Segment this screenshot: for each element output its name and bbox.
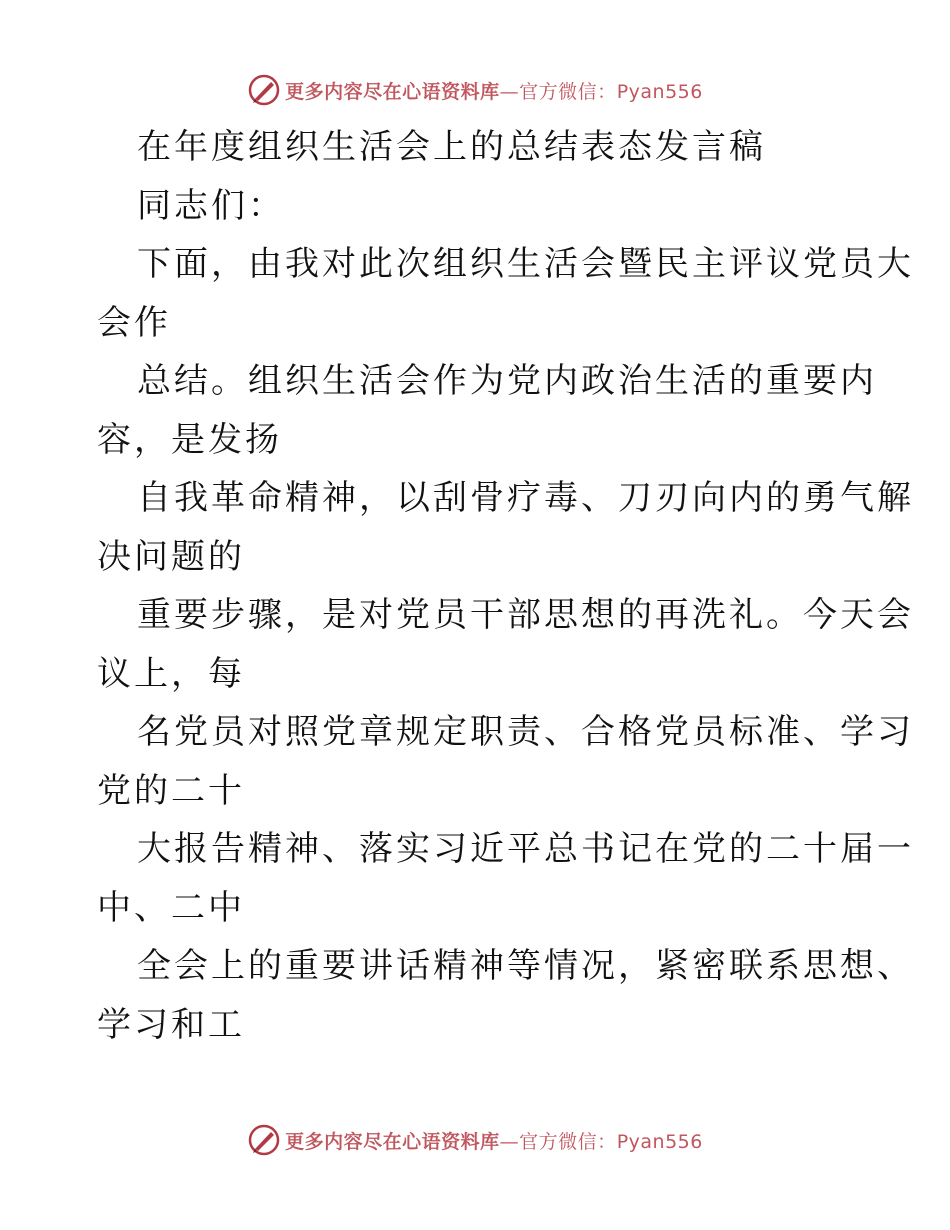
header-brand-text: 更多内容尽在心语资料库: [285, 80, 500, 103]
body-line: 全会上的重要讲话精神等情况，紧密联系思想、: [137, 946, 914, 986]
footer-wechat-label: 官方微信：: [519, 1130, 617, 1153]
body-line: 下面，由我对此次组织生活会暨民主评议党员大: [137, 244, 914, 284]
body-line: 容，是发扬: [97, 419, 282, 460]
footer-wechat-id: Pyan556: [616, 1130, 703, 1153]
body-line: 会作: [97, 302, 171, 343]
body-line: 重要步骤，是对党员干部思想的再洗礼。今天会: [137, 595, 914, 635]
header-wechat-id: Pyan556: [616, 80, 703, 103]
salutation: 同志们：: [137, 185, 285, 226]
body-line: 名党员对照党章规定职责、合格党员标准、学习: [137, 712, 914, 752]
body-line: 总结。组织生活会作为党内政治生活的重要内: [137, 361, 877, 401]
body-line: 大报告精神、落实习近平总书记在党的二十届一: [137, 829, 914, 869]
quill-pen-logo-icon: [247, 73, 281, 107]
body-line: 学习和工: [97, 1004, 245, 1045]
header-dash: —: [499, 80, 520, 103]
footer-brand-text: 更多内容尽在心语资料库: [285, 1130, 500, 1153]
header-banner-text: [285, 77, 703, 104]
footer-banner: [0, 1120, 950, 1160]
document-body: [97, 118, 914, 1054]
quill-pen-logo-icon: [247, 1123, 281, 1157]
body-line: 党的二十: [97, 770, 245, 811]
body-line: 议上，每: [97, 653, 245, 694]
body-line: 决问题的: [97, 536, 245, 577]
header-wechat-label: 官方微信：: [519, 80, 617, 103]
footer-banner-text: [285, 1127, 703, 1154]
document-title: 在年度组织生活会上的总结表态发言稿: [137, 127, 766, 167]
body-line: 中、二中: [97, 887, 245, 928]
header-banner: [0, 70, 950, 110]
footer-dash: —: [499, 1130, 520, 1153]
body-line: 自我革命精神，以刮骨疗毒、刀刃向内的勇气解: [137, 478, 914, 518]
